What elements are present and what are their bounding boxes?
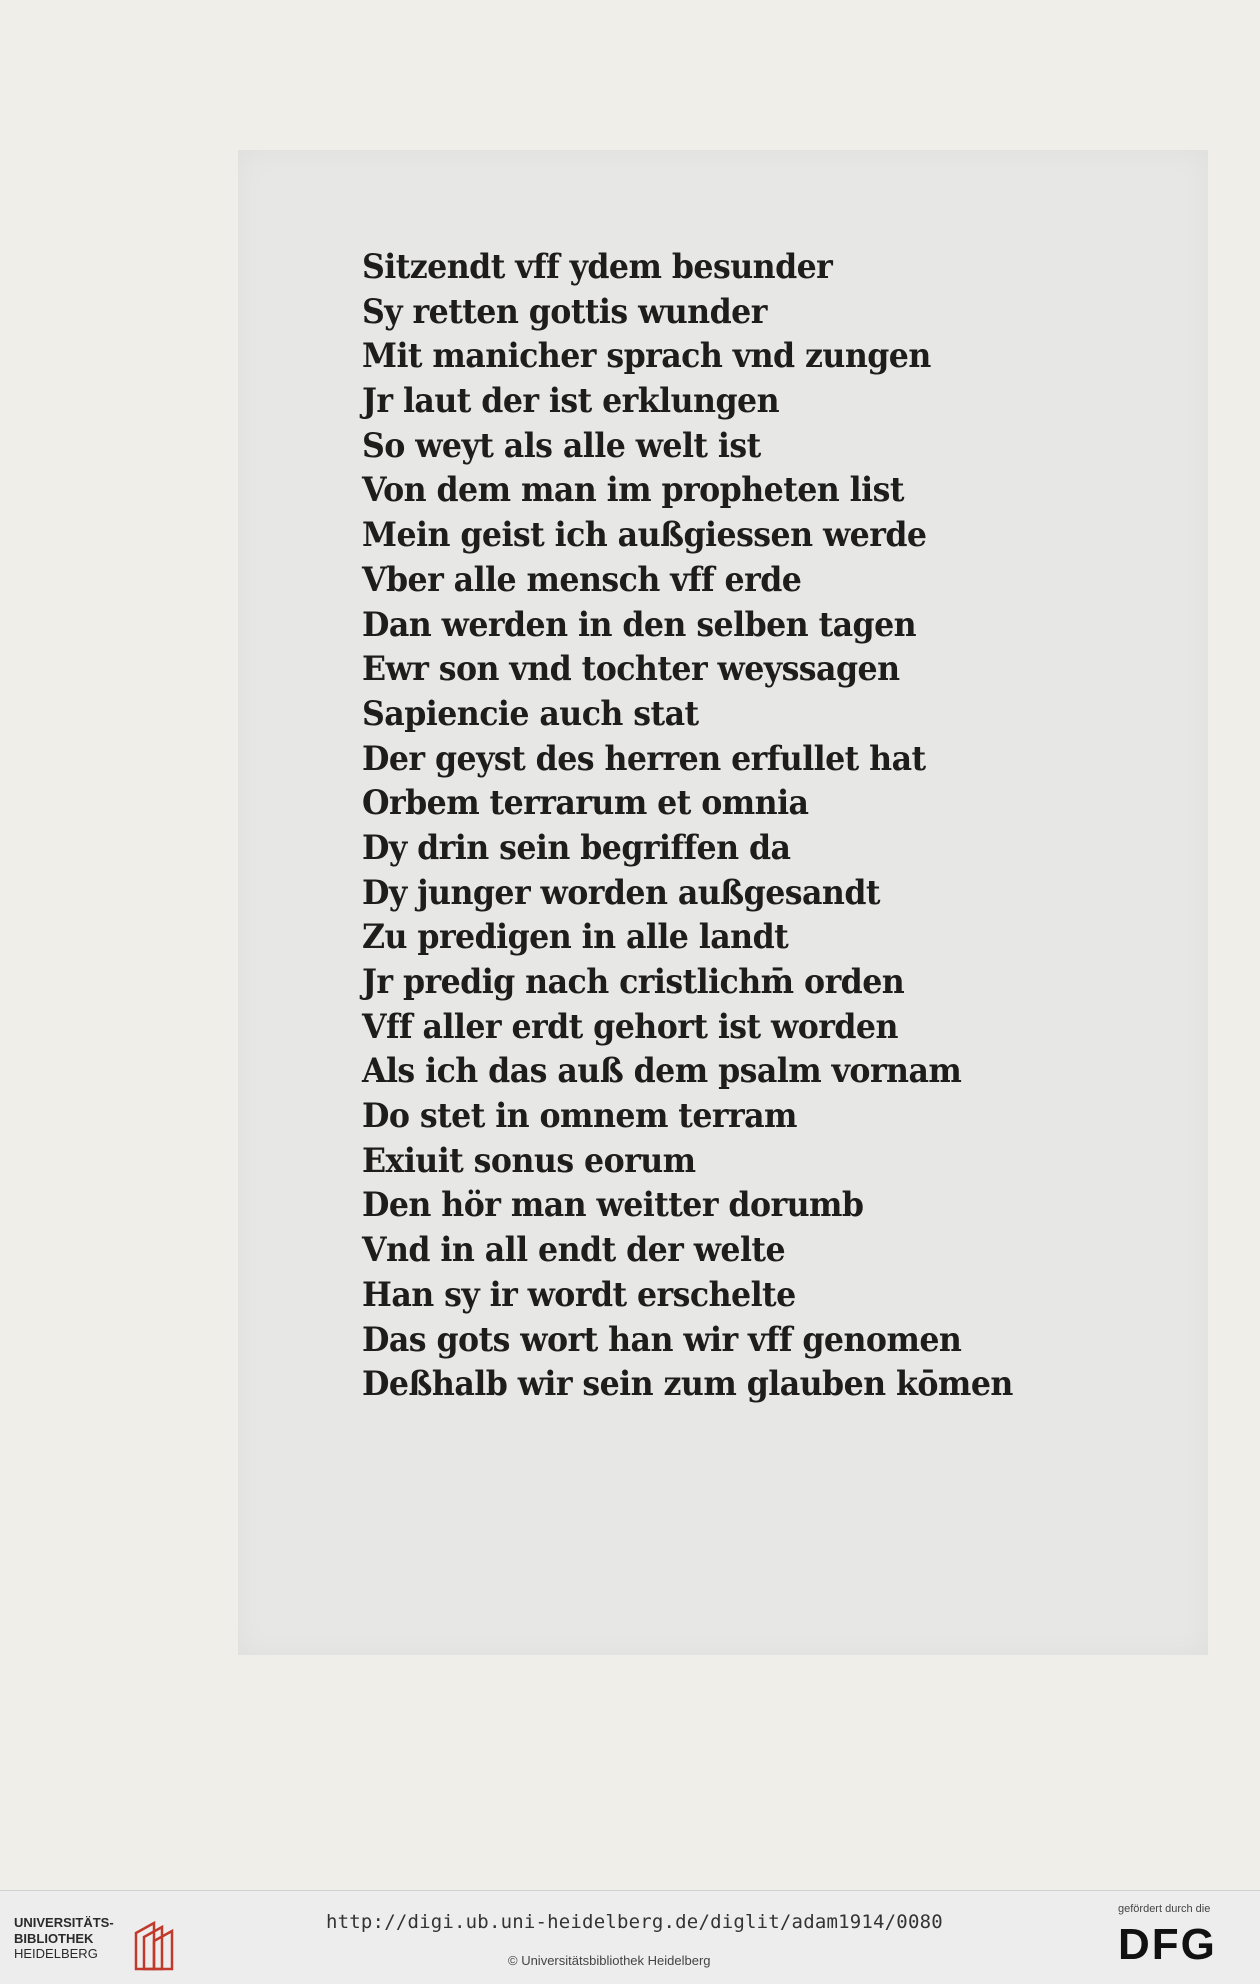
verse-line: Dy junger worden außgesandt <box>362 872 880 913</box>
verse-line: Mit manicher sprach vnd zungen <box>362 336 931 377</box>
dfg-logo[interactable]: DFG <box>1118 1920 1217 1969</box>
verse-line: Vnd in all endt der welte <box>362 1230 786 1271</box>
verse-line: Dy drin sein begriffen da <box>362 827 791 868</box>
verse-line: Jr laut der ist erklungen <box>362 381 780 422</box>
verse-line: Mein geist ich außgiessen werde <box>362 515 927 556</box>
permalink-url[interactable]: http://digi.ub.uni-heidelberg.de/diglit/adam1914/0080 <box>326 1911 943 1933</box>
verse-text-block <box>362 245 1082 1407</box>
verse-line: Deßhalb wir sein zum glauben kōmen <box>362 1364 1013 1405</box>
verse-line: Das gots wort han wir vff genomen <box>362 1319 962 1360</box>
verse-line: Orbem terrarum et omnia <box>362 783 809 824</box>
copyright-notice: © Universitätsbibliothek Heidelberg <box>508 1953 711 1968</box>
verse-line: Zu predigen in alle landt <box>362 917 789 958</box>
ub-heidelberg-logo[interactable] <box>14 1915 174 1975</box>
verse-line: Vber alle mensch vff erde <box>362 559 802 600</box>
verse-line: Exiuit sonus eorum <box>362 1140 696 1181</box>
ub-logo-line-2: BIBLIOTHEK <box>14 1930 94 1946</box>
verse-line: Dan werden in den selben tagen <box>362 604 917 645</box>
verse-line: So weyt als alle welt ist <box>362 425 761 466</box>
verse-line: Der geyst des herren erfullet hat <box>362 738 926 779</box>
verse-line: Vff aller erdt gehort ist worden <box>362 1006 898 1047</box>
ub-logo-text <box>14 1915 114 1962</box>
verse-line: Von dem man im propheten list <box>362 470 904 511</box>
verse-line: Jr predig nach cristlichm̄ orden <box>362 962 905 1002</box>
dfg-funding-note: gefördert durch die <box>1118 1903 1211 1915</box>
verse-line: Sy retten gottis wunder <box>362 291 767 332</box>
footer-bar <box>0 1890 1260 1984</box>
ub-logo-line-3: HEIDELBERG <box>14 1946 98 1961</box>
verse-line: Sapiencie auch stat <box>362 693 699 734</box>
verse-line: Ewr son vnd tochter weyssagen <box>362 649 900 690</box>
verse-line: Sitzendt vff ydem besunder <box>362 247 833 287</box>
verse-line: Do stet in omnem terram <box>362 1096 797 1137</box>
verse-line: Han sy ir wordt erschelte <box>362 1274 796 1315</box>
verse-line: Den hör man weitter dorumb <box>362 1185 864 1226</box>
ub-books-icon <box>128 1919 182 1973</box>
verse-line: Als ich das auß dem psalm vornam <box>362 1051 962 1092</box>
ub-logo-line-1: UNIVERSITÄTS- <box>14 1915 114 1930</box>
